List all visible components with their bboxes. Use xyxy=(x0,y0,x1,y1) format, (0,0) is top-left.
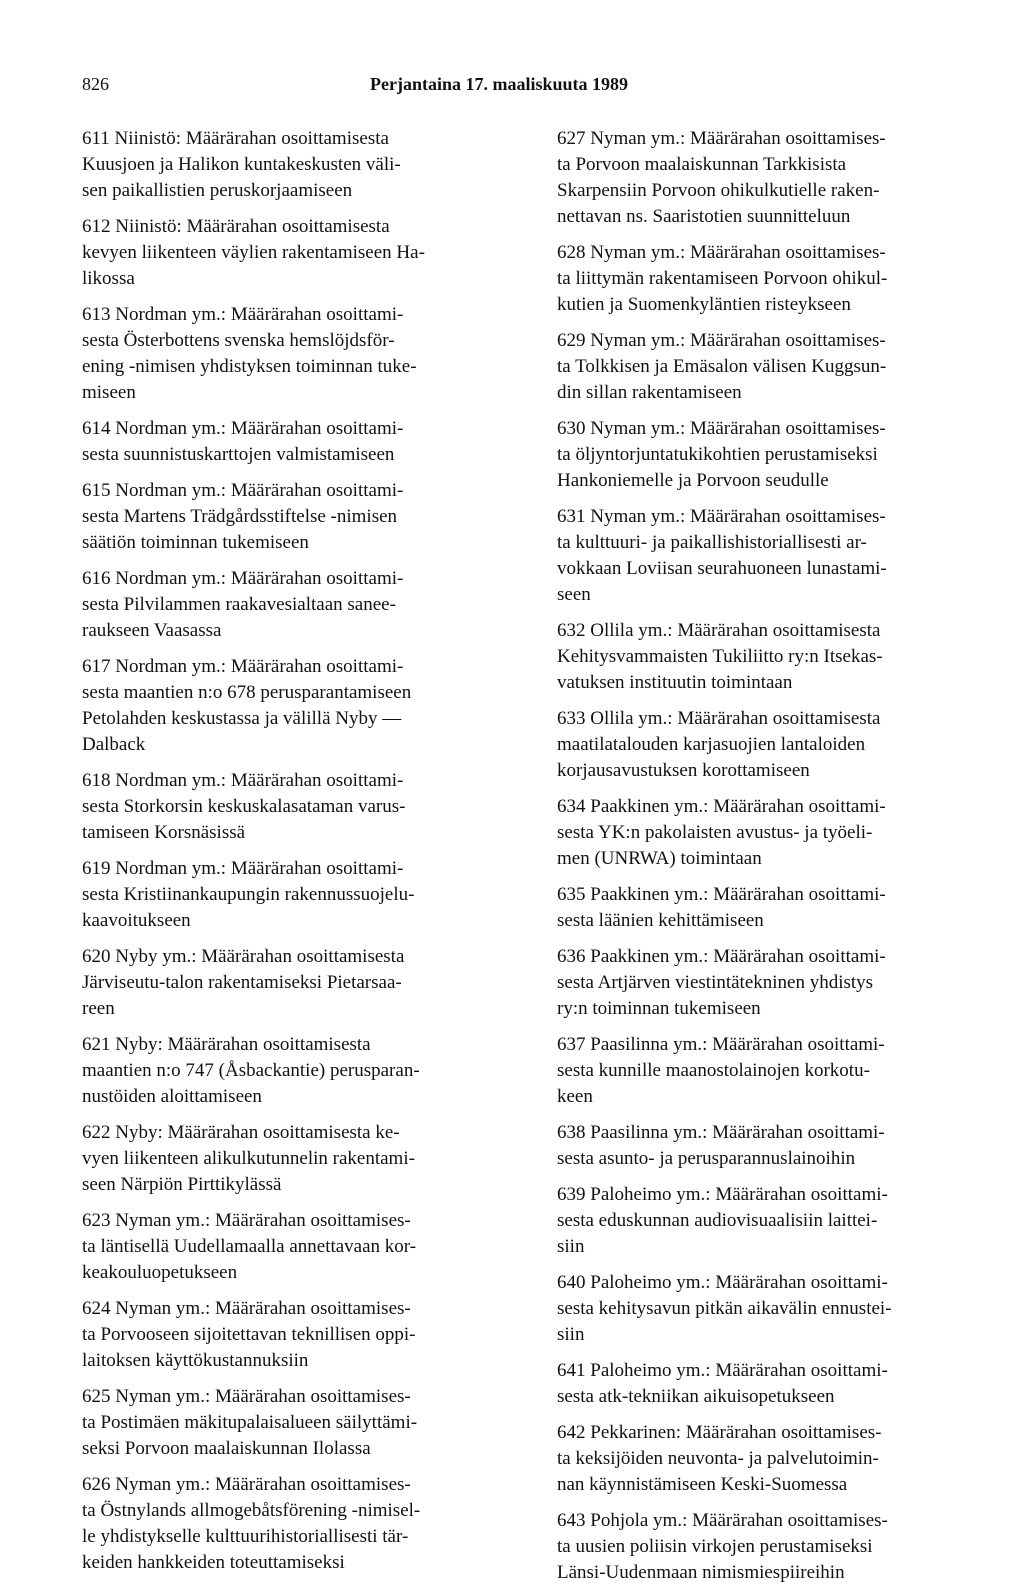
entry-line: Kehitysvammaisten Tukiliitto ry:n Itsekas- xyxy=(557,646,883,667)
entry-line: 622 Nyby: Määrärahan osoittamisesta ke- xyxy=(82,1122,400,1143)
entry-line: 620 Nyby ym.: Määrärahan osoittamisesta xyxy=(82,946,405,967)
entry-line: sesta Artjärven viestintätekninen yhdistys xyxy=(557,972,874,993)
motion-entry xyxy=(82,1120,500,1198)
entry-line: keakouluopetukseen xyxy=(82,1262,238,1283)
motion-entry xyxy=(82,302,500,406)
entry-line: nan käynnistämiseen Keski-Suomessa xyxy=(557,1474,848,1495)
entry-line: sesta YK:n pakolaisten avustus- ja työeli- xyxy=(557,822,873,843)
entry-line: sesta maantien n:o 678 perusparantamiseen xyxy=(82,682,412,703)
entry-line: 637 Paasilinna ym.: Määrärahan osoittami- xyxy=(557,1034,885,1055)
page-number: 826 xyxy=(82,74,109,94)
entry-line: 619 Nordman ym.: Määrärahan osoittami- xyxy=(82,858,404,879)
entry-line: 630 Nyman ym.: Määrärahan osoittamises- xyxy=(557,418,886,439)
motion-entry xyxy=(82,416,500,468)
entry-line: 635 Paakkinen ym.: Määrärahan osoittami- xyxy=(557,884,886,905)
motion-entry xyxy=(82,214,500,292)
entry-line: vyen liikenteen alikulkutunnelin rakentami- xyxy=(82,1148,415,1169)
entry-line: raukseen Vaasassa xyxy=(82,620,222,641)
entry-line: 631 Nyman ym.: Määrärahan osoittamises- xyxy=(557,506,886,527)
entry-line: Järviseutu-talon rakentamiseksi Pietarsaa- xyxy=(82,972,402,993)
motion-entry xyxy=(557,1420,975,1498)
entry-line: 634 Paakkinen ym.: Määrärahan osoittami- xyxy=(557,796,886,817)
entry-line: ta keksijöiden neuvonta- ja palvelutoimin- xyxy=(557,1448,879,1469)
entry-line: 612 Niinistö: Määrärahan osoittamisesta xyxy=(82,216,390,237)
entry-line: Länsi-Uudenmaan nimismiespiireihin xyxy=(557,1562,845,1583)
motion-entry xyxy=(82,944,500,1022)
entry-line: 629 Nyman ym.: Määrärahan osoittamises- xyxy=(557,330,886,351)
entry-line: ta läntisellä Uudellamaalla annettavaan kor- xyxy=(82,1236,417,1257)
entry-line: 636 Paakkinen ym.: Määrärahan osoittami- xyxy=(557,946,886,967)
motion-entry xyxy=(82,1472,500,1576)
motion-entry xyxy=(557,1508,975,1586)
entry-line: maantien n:o 747 (Åsbackantie) perusparan- xyxy=(82,1060,420,1081)
entry-line: ta öljyntorjuntatukikohtien perustamiseksi xyxy=(557,444,878,465)
entry-line: sesta Kristiinankaupungin rakennussuojelu- xyxy=(82,884,415,905)
motion-entry xyxy=(557,240,975,318)
entry-line: ta kulttuuri- ja paikallishistoriallisesti ar- xyxy=(557,532,867,553)
entry-line: 640 Paloheimo ym.: Määrärahan osoittami- xyxy=(557,1272,888,1293)
entry-line: 618 Nordman ym.: Määrärahan osoittami- xyxy=(82,770,404,791)
entry-line: 633 Ollila ym.: Määrärahan osoittamisesta xyxy=(557,708,881,729)
entry-line: kutien ja Suomenkyläntien risteykseen xyxy=(557,294,851,315)
motion-entry xyxy=(557,882,975,934)
entry-line: kaavoitukseen xyxy=(82,910,191,931)
entry-line: säätiön toiminnan tukemiseen xyxy=(82,532,309,553)
entry-line: ening -nimisen yhdistyksen toiminnan tuke- xyxy=(82,356,417,377)
entry-line: ta liittymän rakentamiseen Porvoon ohikul- xyxy=(557,268,888,289)
motion-entry xyxy=(557,1358,975,1410)
entry-line: 627 Nyman ym.: Määrärahan osoittamises- xyxy=(557,128,886,149)
entry-line: 641 Paloheimo ym.: Määrärahan osoittami- xyxy=(557,1360,888,1381)
entry-line: 624 Nyman ym.: Määrärahan osoittamises- xyxy=(82,1298,411,1319)
entry-line: 632 Ollila ym.: Määrärahan osoittamisesta xyxy=(557,620,881,641)
entry-line: sesta Österbottens svenska hemslöjdsför- xyxy=(82,330,395,351)
entry-line: reen xyxy=(82,998,115,1019)
motion-entry xyxy=(557,416,975,494)
motion-entry xyxy=(82,126,500,204)
entry-line: 638 Paasilinna ym.: Määrärahan osoittami- xyxy=(557,1122,885,1143)
entry-line: keen xyxy=(557,1086,593,1107)
entry-line: sesta asunto- ja perusparannuslainoihin xyxy=(557,1148,856,1169)
entry-line: 616 Nordman ym.: Määrärahan osoittami- xyxy=(82,568,404,589)
entry-line: ta uusien poliisin virkojen perustamiseksi xyxy=(557,1536,873,1557)
entry-line: 617 Nordman ym.: Määrärahan osoittami- xyxy=(82,656,404,677)
entry-line: men (UNRWA) toimintaan xyxy=(557,848,762,869)
entry-line: sesta kehitysavun pitkän aikavälin ennustei- xyxy=(557,1298,892,1319)
entry-line: 614 Nordman ym.: Määrärahan osoittami- xyxy=(82,418,404,439)
entry-line: sesta kunnille maanostolainojen korkotu- xyxy=(557,1060,870,1081)
entry-line: ta Tolkkisen ja Emäsalon välisen Kuggsun- xyxy=(557,356,887,377)
entry-line: sesta suunnistuskarttojen valmistamiseen xyxy=(82,444,395,465)
entry-line: 625 Nyman ym.: Määrärahan osoittamises- xyxy=(82,1386,411,1407)
entry-line: sesta Storkorsin keskuskalasataman varus- xyxy=(82,796,406,817)
entry-line: vokkaan Loviisan seurahuoneen lunastami- xyxy=(557,558,887,579)
entry-line: maatilatalouden karjasuojien lantaloiden xyxy=(557,734,866,755)
entry-line: le yhdistykselle kulttuurihistoriallisesti tär- xyxy=(82,1526,409,1547)
entry-line: 611 Niinistö: Määrärahan osoittamisesta xyxy=(82,128,389,149)
running-head: Perjantaina 17. maaliskuuta 1989 xyxy=(370,74,629,94)
entry-line: Petolahden keskustassa ja välillä Nyby — xyxy=(82,708,402,729)
motion-entry xyxy=(82,478,500,556)
entry-line: sesta eduskunnan audiovisuaalisiin laittei- xyxy=(557,1210,878,1231)
entry-line: ta Porvoon maalaiskunnan Tarkkisista xyxy=(557,154,847,175)
entry-line: 642 Pekkarinen: Määrärahan osoittamises- xyxy=(557,1422,882,1443)
entry-line: 613 Nordman ym.: Määrärahan osoittami- xyxy=(82,304,404,325)
motion-entry xyxy=(557,1182,975,1260)
entry-line: nustöiden aloittamiseen xyxy=(82,1086,262,1107)
motion-entry xyxy=(557,618,975,696)
motion-entry xyxy=(82,1384,500,1462)
entry-line: likossa xyxy=(82,268,135,289)
entry-line: 615 Nordman ym.: Määrärahan osoittami- xyxy=(82,480,404,501)
motion-entry xyxy=(557,706,975,784)
entry-line: sesta läänien kehittämiseen xyxy=(557,910,764,931)
entry-line: sesta Martens Trädgårdsstiftelse -nimisen xyxy=(82,506,398,527)
entry-line: siin xyxy=(557,1236,585,1257)
entry-line: miseen xyxy=(82,382,136,403)
motion-entry xyxy=(557,328,975,406)
entry-line: 626 Nyman ym.: Määrärahan osoittamises- xyxy=(82,1474,411,1495)
left-column xyxy=(82,126,500,1586)
entry-line: Skarpensiin Porvoon ohikulkutielle raken- xyxy=(557,180,880,201)
entry-line: sen paikallistien peruskorjaamiseen xyxy=(82,180,353,201)
entry-line: ta Postimäen mäkitupalaisalueen säilyttämi- xyxy=(82,1412,418,1433)
motion-entry xyxy=(82,856,500,934)
entry-line: Kuusjoen ja Halikon kuntakeskusten väli- xyxy=(82,154,401,175)
entry-line: 643 Pohjola ym.: Määrärahan osoittamises- xyxy=(557,1510,888,1531)
motion-entry xyxy=(557,794,975,872)
entry-line: seen Närpiön Pirttikylässä xyxy=(82,1174,282,1195)
motion-entry xyxy=(557,126,975,230)
entry-line: keiden hankkeiden toteuttamiseksi xyxy=(82,1552,345,1573)
entry-line: laitoksen käyttökustannuksiin xyxy=(82,1350,309,1371)
entry-line: Hankoniemelle ja Porvoon seudulle xyxy=(557,470,829,491)
motion-entry xyxy=(557,1032,975,1110)
entry-line: korjausavustuksen korottamiseen xyxy=(557,760,810,781)
entry-line: 628 Nyman ym.: Määrärahan osoittamises- xyxy=(557,242,886,263)
entry-line: vatuksen instituutin toimintaan xyxy=(557,672,793,693)
entry-line: siin xyxy=(557,1324,585,1345)
entry-line: 623 Nyman ym.: Määrärahan osoittamises- xyxy=(82,1210,411,1231)
page-header xyxy=(0,74,1024,104)
motion-entry xyxy=(557,944,975,1022)
motion-entry xyxy=(557,1270,975,1348)
motion-entry xyxy=(82,654,500,758)
motion-entry xyxy=(82,1208,500,1286)
entry-line: din sillan rakentamiseen xyxy=(557,382,742,403)
entry-line: ry:n toiminnan tukemiseen xyxy=(557,998,761,1019)
motion-entry xyxy=(82,768,500,846)
entry-line: 639 Paloheimo ym.: Määrärahan osoittami- xyxy=(557,1184,888,1205)
entry-line: seen xyxy=(557,584,591,605)
entry-line: nettavan ns. Saaristotien suunnitteluun xyxy=(557,206,851,227)
entry-line: kevyen liikenteen väylien rakentamiseen Ha- xyxy=(82,242,425,263)
entry-line: seksi Porvoon maalaiskunnan Ilolassa xyxy=(82,1438,371,1459)
entry-line: Dalback xyxy=(82,734,146,755)
motion-entry xyxy=(82,1296,500,1374)
entry-line: ta Östnylands allmogebåtsförening -nimisel- xyxy=(82,1500,421,1521)
entry-line: tamiseen Korsnäsissä xyxy=(82,822,246,843)
entry-line: sesta Pilvilammen raakavesialtaan sanee- xyxy=(82,594,396,615)
entry-line: ta Porvooseen sijoitettavan teknillisen oppi- xyxy=(82,1324,416,1345)
motion-entry xyxy=(557,504,975,608)
right-column xyxy=(557,126,975,1596)
entry-line: sesta atk-tekniikan aikuisopetukseen xyxy=(557,1386,835,1407)
motion-entry xyxy=(82,1032,500,1110)
motion-entry xyxy=(82,566,500,644)
entry-line: 621 Nyby: Määrärahan osoittamisesta xyxy=(82,1034,371,1055)
motion-entry xyxy=(557,1120,975,1172)
